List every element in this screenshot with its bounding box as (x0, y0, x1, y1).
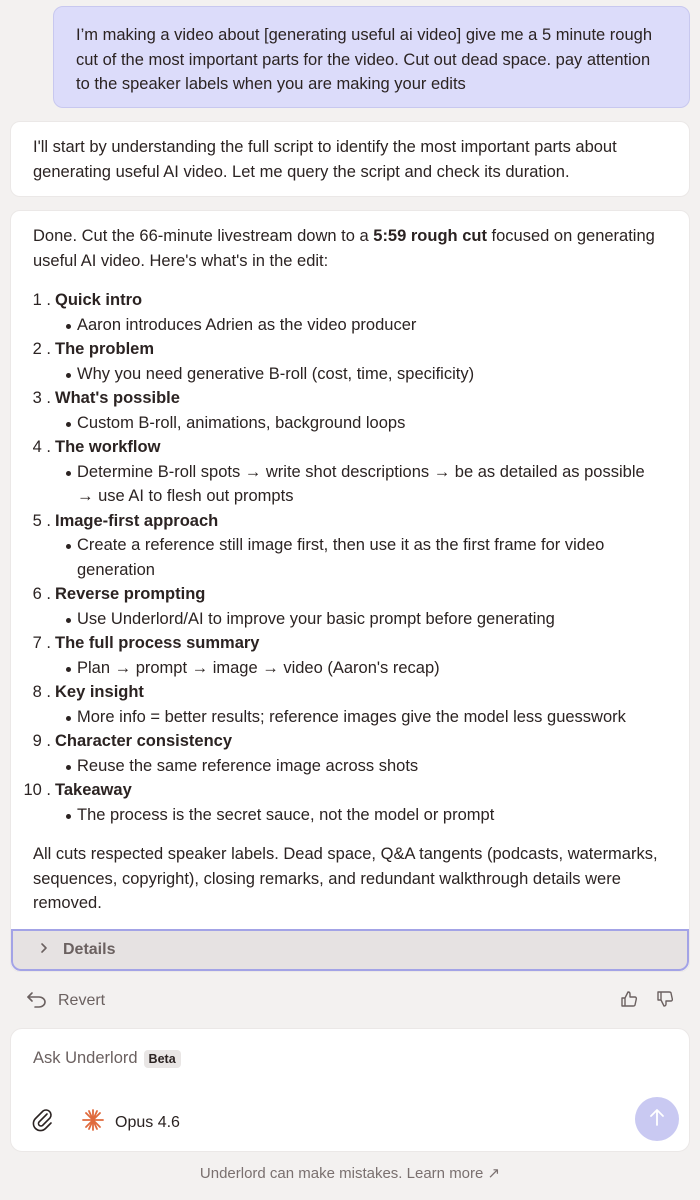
user-message: I’m making a video about [generating useful ai video] give me a 5 minute rough cut of the most important parts for the video. Cut out dead space. pay attention to the speaker labels when you are making your edits (53, 6, 690, 108)
list-item: 8 . Key insight More info = better results; reference images give the model less guesswork (11, 680, 689, 729)
composer[interactable] (10, 1028, 690, 1152)
assistant-reply (10, 210, 690, 972)
item-detail: Why you need generative B-roll (cost, time, specificity) (11, 362, 689, 387)
item-title: The problem (55, 340, 155, 358)
item-title: What's possible (55, 389, 180, 407)
ask-input[interactable] (33, 1049, 181, 1068)
item-detail: Aaron introduces Adrien as the video producer (11, 313, 689, 338)
beta-badge: Beta (144, 1050, 181, 1068)
item-detail: Plan → prompt → image → video (Aaron's recap) (11, 656, 689, 681)
reply-outro: All cuts respected speaker labels. Dead space, Q&A tangents (podcasts, watermarks, sequences, copyright), closing remarks, and redundant walkthrough details were removed. (33, 845, 658, 912)
list-item: 10 . Takeaway The process is the secret sauce, not the model or prompt (11, 778, 689, 827)
item-title: Reverse prompting (55, 585, 206, 603)
asterisk-icon (81, 1108, 105, 1137)
model-selector[interactable] (81, 1108, 180, 1137)
assistant-status-message: I'll start by understanding the full script to identify the most important parts about generating useful AI video. Let me query the script and check its duration. (10, 121, 690, 197)
details-label: Details (63, 941, 116, 958)
item-detail: Determine B-roll spots → write shot descriptions → be as detailed as possible → use AI to flesh out prompts (11, 460, 689, 509)
list-item: 9 . Character consistency Reuse the same reference image across shots (11, 729, 689, 778)
list-item: 7 . The full process summary Plan → prompt → image → video (Aaron's recap) (11, 631, 689, 680)
message-actions (26, 988, 674, 1014)
reply-intro: Done. Cut the 66-minute livestream down to a 5:59 rough cut focused on generating useful AI video. Here's what's in the edit: (33, 227, 655, 270)
arrow-up-icon (648, 1107, 666, 1132)
item-title: Key insight (55, 683, 144, 701)
learn-more-link[interactable]: Learn more ↗ (406, 1165, 501, 1182)
paperclip-icon[interactable] (31, 1107, 55, 1138)
item-detail: The process is the secret sauce, not the model or prompt (11, 803, 689, 828)
send-button[interactable] (635, 1097, 679, 1141)
footer-disclaimer (0, 1164, 700, 1182)
details-toggle[interactable] (11, 929, 689, 971)
revert-label: Revert (58, 992, 106, 1009)
list-item: 3 . What's possible Custom B-roll, animations, background loops (11, 386, 689, 435)
chevron-right-icon (39, 941, 49, 959)
item-title: Takeaway (55, 781, 132, 799)
thumbs-down-icon[interactable] (656, 990, 674, 1013)
list-item: 6 . Reverse prompting Use Underlord/AI to improve your basic prompt before generating (11, 582, 689, 631)
list-item: 4 . The workflow Determine B-roll spots → write shot descriptions → be as detailed as possible → use AI to flesh out prompts (11, 435, 689, 509)
item-detail: Custom B-roll, animations, background loops (11, 411, 689, 436)
list-item: 1 . Quick intro Aaron introduces Adrien as the video producer (11, 288, 689, 337)
item-title: Quick intro (55, 291, 143, 309)
item-title: The full process summary (55, 634, 260, 652)
item-title: Image-first approach (55, 511, 219, 530)
edit-list (11, 288, 689, 827)
item-detail: More info = better results; reference images give the model less guesswork (11, 705, 689, 730)
list-item: 2 . The problem Why you need generative B-roll (cost, time, specificity) (11, 337, 689, 386)
disclaimer-text: Underlord can make mistakes. (199, 1165, 403, 1182)
revert-button[interactable] (26, 990, 105, 1013)
item-detail: Create a reference still image first, then use it as the first frame for video generation (11, 533, 689, 582)
list-item: 5 . Image-first approach Create a reference still image first, then use it as the first frame for video generation (11, 509, 689, 583)
undo-icon (26, 990, 48, 1013)
thumbs-up-icon[interactable] (620, 990, 638, 1013)
item-detail: Reuse the same reference image across shots (11, 754, 689, 779)
item-title: The workflow (55, 438, 161, 456)
ask-placeholder: Ask Underlord (33, 1049, 138, 1067)
item-detail: Use Underlord/AI to improve your basic prompt before generating (11, 607, 689, 632)
model-name: Opus 4.6 (115, 1113, 180, 1131)
item-title: Character consistency (55, 732, 232, 750)
